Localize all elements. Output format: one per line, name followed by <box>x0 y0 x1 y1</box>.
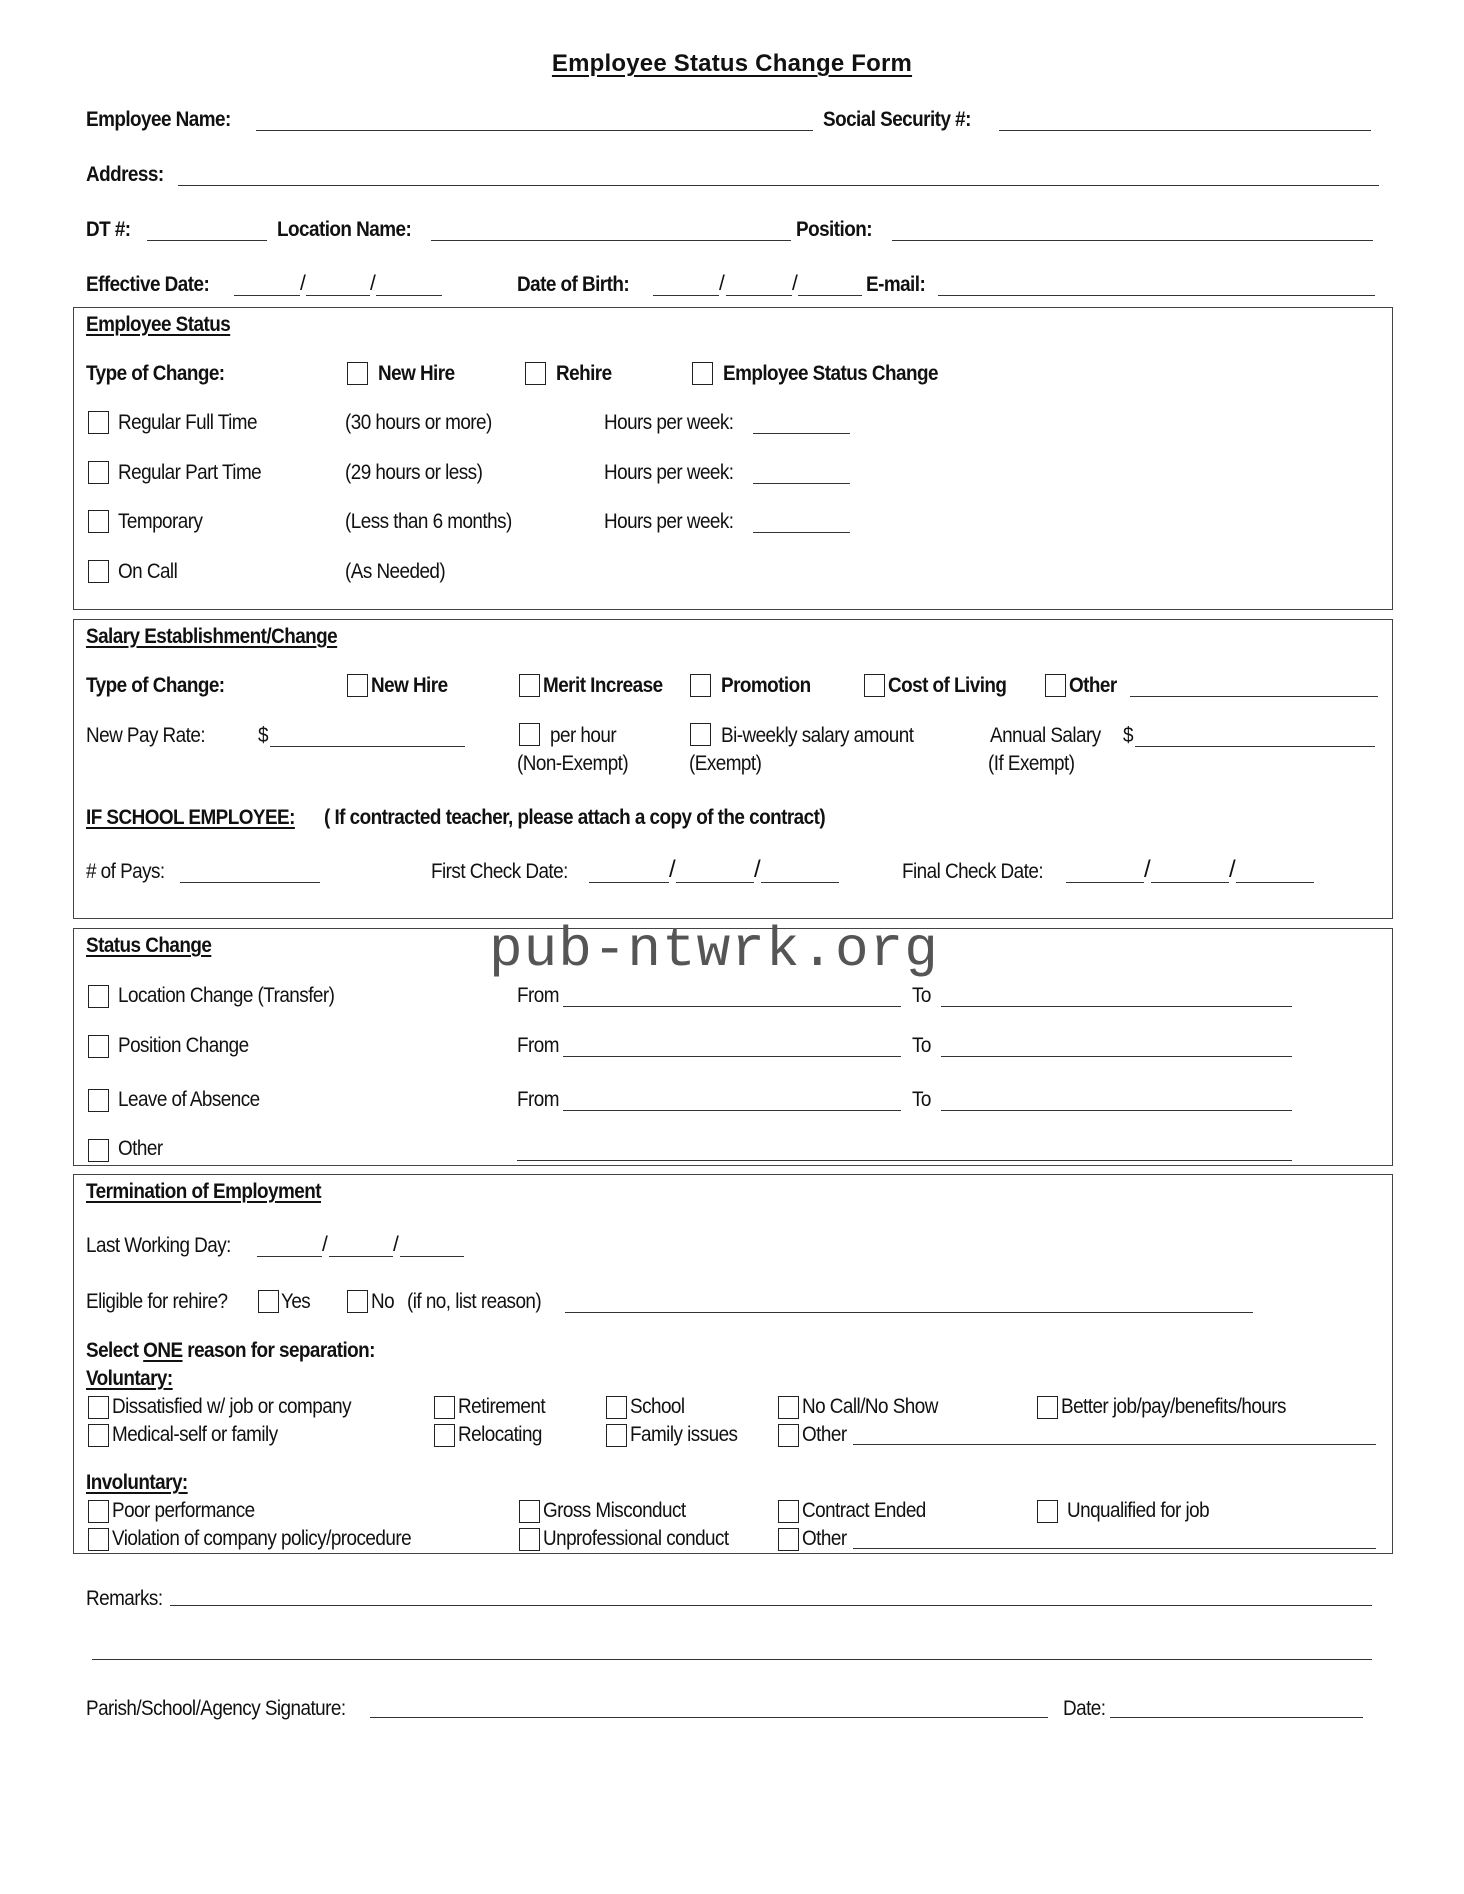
involuntary-other-field[interactable] <box>853 1548 1376 1549</box>
final-check-month[interactable] <box>1066 882 1144 883</box>
remarks-field-line-1[interactable] <box>170 1605 1372 1606</box>
date-separator: / <box>322 1233 328 1256</box>
email-field[interactable] <box>938 295 1375 296</box>
annual-salary-field[interactable] <box>1135 746 1375 747</box>
first-check-year[interactable] <box>761 882 839 883</box>
ssn-field[interactable] <box>999 130 1371 131</box>
policy-violation-checkbox[interactable] <box>88 1528 109 1551</box>
better-job-label: Better job/pay/benefits/hours <box>1061 1395 1286 1418</box>
salary-new-hire-label: New Hire <box>371 674 448 697</box>
select-prefix: Select <box>86 1339 139 1362</box>
unprofessional-conduct-label: Unprofessional conduct <box>543 1527 729 1550</box>
final-check-date-label: Final Check Date: <box>902 860 1044 883</box>
location-change-label: Location Change (Transfer) <box>118 984 335 1007</box>
date-separator: / <box>300 272 306 295</box>
part-time-hours-field[interactable] <box>753 483 850 484</box>
dollar-sign: $ <box>258 724 268 747</box>
per-hour-checkbox[interactable] <box>519 723 540 746</box>
dob-year[interactable] <box>798 295 862 296</box>
first-check-date-label: First Check Date: <box>431 860 568 883</box>
salary-new-hire-checkbox[interactable] <box>347 674 368 697</box>
family-issues-checkbox[interactable] <box>606 1424 627 1447</box>
better-job-checkbox[interactable] <box>1037 1396 1058 1419</box>
gross-misconduct-label: Gross Misconduct <box>543 1499 686 1522</box>
on-call-note: (As Needed) <box>345 560 446 583</box>
rehire-no-label: No <box>371 1290 395 1313</box>
es-type-of-change-label: Type of Change: <box>86 362 225 385</box>
voluntary-other-field[interactable] <box>853 1444 1376 1445</box>
date-separator: / <box>370 272 376 295</box>
address-label: Address: <box>86 163 164 186</box>
date-separator: / <box>393 1233 399 1256</box>
relocating-label: Relocating <box>458 1423 542 1446</box>
unqualified-checkbox[interactable] <box>1037 1500 1058 1523</box>
involuntary-other-label: Other <box>802 1527 847 1550</box>
rehire-no-checkbox[interactable] <box>347 1290 368 1313</box>
address-field[interactable] <box>178 185 1379 186</box>
position-change-checkbox[interactable] <box>88 1035 109 1058</box>
dissatisfied-checkbox[interactable] <box>88 1396 109 1419</box>
num-pays-label: # of Pays: <box>86 860 165 883</box>
signature-field[interactable] <box>370 1717 1048 1718</box>
no-call-no-show-checkbox[interactable] <box>778 1396 799 1419</box>
per-hour-label: per hour <box>550 724 617 747</box>
watermark-text: pub-ntwrk.org <box>489 918 939 982</box>
effective-date-month[interactable] <box>234 295 300 296</box>
school-checkbox[interactable] <box>606 1396 627 1419</box>
unqualified-label: Unqualified for job <box>1067 1499 1210 1522</box>
position-label: Position: <box>796 218 872 241</box>
position-change-label: Position Change <box>118 1034 249 1057</box>
last-working-day-month[interactable] <box>257 1256 322 1257</box>
location-change-checkbox[interactable] <box>88 985 109 1008</box>
status-other-checkbox[interactable] <box>88 1139 109 1162</box>
employee-status-section <box>73 307 1393 610</box>
first-check-day[interactable] <box>676 882 754 883</box>
to-label: To <box>912 1088 931 1111</box>
cost-of-living-checkbox[interactable] <box>864 674 885 697</box>
regular-part-time-note: (29 hours or less) <box>345 461 483 484</box>
ssn-label: Social Security #: <box>823 108 971 131</box>
salary-type-of-change-label: Type of Change: <box>86 674 225 697</box>
employee-status-heading: Employee Status <box>86 313 231 336</box>
hours-label: Hours per week: <box>604 411 734 434</box>
merit-increase-label: Merit Increase <box>543 674 663 697</box>
rehire-no-note: (if no, list reason) <box>407 1290 542 1313</box>
employee-name-label: Employee Name: <box>86 108 231 131</box>
new-pay-rate-label: New Pay Rate: <box>86 724 206 747</box>
date-separator: / <box>719 272 725 295</box>
regular-part-time-label: Regular Part Time <box>118 461 262 484</box>
salary-other-label: Other <box>1069 674 1117 697</box>
employee-name-field[interactable] <box>256 130 813 131</box>
rehire-yes-checkbox[interactable] <box>258 1290 279 1313</box>
regular-full-time-label: Regular Full Time <box>118 411 257 434</box>
status-change-heading: Status Change <box>86 934 212 957</box>
from-label: From <box>517 1088 559 1111</box>
select-one-emphasis: ONE <box>143 1339 183 1362</box>
effective-date-year[interactable] <box>376 295 442 296</box>
medical-checkbox[interactable] <box>88 1424 109 1447</box>
location-name-field[interactable] <box>431 240 791 241</box>
salary-other-checkbox[interactable] <box>1045 674 1066 697</box>
date-separator: / <box>669 856 676 883</box>
salary-other-field[interactable] <box>1130 696 1378 697</box>
temporary-note: (Less than 6 months) <box>345 510 512 533</box>
termination-section <box>73 1174 1393 1554</box>
voluntary-other-label: Other <box>802 1423 847 1446</box>
temporary-hours-field[interactable] <box>753 532 850 533</box>
termination-heading: Termination of Employment <box>86 1180 322 1203</box>
no-call-no-show-label: No Call/No Show <box>802 1395 938 1418</box>
last-working-day-year[interactable] <box>400 1256 464 1257</box>
regular-part-time-checkbox[interactable] <box>88 461 109 484</box>
school-employee-note: ( If contracted teacher, please attach a copy of the contract) <box>324 806 826 829</box>
rehire-yes-label: Yes <box>281 1290 311 1313</box>
contract-ended-label: Contract Ended <box>802 1499 926 1522</box>
dt-label: DT #: <box>86 218 131 241</box>
last-working-day-label: Last Working Day: <box>86 1234 231 1257</box>
cost-of-living-label: Cost of Living <box>888 674 1007 697</box>
date-separator: / <box>1144 856 1151 883</box>
es-status-change-checkbox[interactable] <box>692 362 713 385</box>
es-rehire-checkbox[interactable] <box>525 362 546 385</box>
date-separator: / <box>754 856 761 883</box>
family-issues-label: Family issues <box>630 1423 738 1446</box>
select-reason-label <box>86 1339 375 1363</box>
contract-ended-checkbox[interactable] <box>778 1500 799 1523</box>
leave-to-field[interactable] <box>941 1110 1292 1111</box>
effective-date-day[interactable] <box>306 295 370 296</box>
full-time-hours-field[interactable] <box>753 433 850 434</box>
location-name-label: Location Name: <box>277 218 412 241</box>
annual-salary-label: Annual Salary <box>990 724 1101 747</box>
biweekly-label: Bi-weekly salary amount <box>721 724 914 747</box>
es-new-hire-label: New Hire <box>378 362 455 385</box>
leave-of-absence-checkbox[interactable] <box>88 1089 109 1112</box>
regular-full-time-note: (30 hours or more) <box>345 411 492 434</box>
location-to-field[interactable] <box>941 1006 1292 1007</box>
involuntary-other-checkbox[interactable] <box>778 1528 799 1551</box>
num-pays-field[interactable] <box>180 882 320 883</box>
biweekly-note: (Exempt) <box>689 752 762 775</box>
voluntary-other-checkbox[interactable] <box>778 1424 799 1447</box>
from-label: From <box>517 1034 559 1057</box>
select-suffix: reason for separation: <box>187 1339 375 1362</box>
form-title: Employee Status Change Form <box>551 50 913 77</box>
regular-full-time-checkbox[interactable] <box>88 411 109 434</box>
position-field[interactable] <box>892 240 1373 241</box>
annual-dollar-sign: $ <box>1123 724 1133 747</box>
es-status-change-label: Employee Status Change <box>723 362 938 385</box>
temporary-label: Temporary <box>118 510 203 533</box>
poor-performance-checkbox[interactable] <box>88 1500 109 1523</box>
new-pay-rate-field[interactable] <box>270 746 465 747</box>
es-rehire-label: Rehire <box>556 362 612 385</box>
from-label: From <box>517 984 559 1007</box>
per-hour-note: (Non-Exempt) <box>517 752 629 775</box>
effective-date-label: Effective Date: <box>86 273 210 296</box>
promotion-label: Promotion <box>721 674 811 697</box>
rehire-reason-field[interactable] <box>565 1312 1253 1313</box>
last-working-day-day[interactable] <box>329 1256 393 1257</box>
merit-increase-checkbox[interactable] <box>519 674 540 697</box>
retirement-label: Retirement <box>458 1395 546 1418</box>
on-call-label: On Call <box>118 560 178 583</box>
medical-label: Medical-self or family <box>112 1423 278 1446</box>
salary-heading: Salary Establishment/Change <box>86 625 338 648</box>
date-separator: / <box>1229 856 1236 883</box>
dob-day[interactable] <box>726 295 792 296</box>
promotion-checkbox[interactable] <box>690 674 711 697</box>
dob-month[interactable] <box>653 295 719 296</box>
leave-from-field[interactable] <box>563 1110 901 1111</box>
biweekly-checkbox[interactable] <box>690 723 711 746</box>
hours-label: Hours per week: <box>604 461 734 484</box>
remarks-label: Remarks: <box>86 1587 163 1610</box>
position-to-field[interactable] <box>941 1056 1292 1057</box>
signature-date-label: Date: <box>1063 1697 1106 1720</box>
hours-label: Hours per week: <box>604 510 734 533</box>
email-label: E-mail: <box>866 273 926 296</box>
status-other-label: Other <box>118 1137 163 1160</box>
poor-performance-label: Poor performance <box>112 1499 255 1522</box>
first-check-month[interactable] <box>589 882 669 883</box>
annual-salary-note: (If Exempt) <box>988 752 1075 775</box>
retirement-checkbox[interactable] <box>434 1396 455 1419</box>
school-label: School <box>630 1395 685 1418</box>
involuntary-heading: Involuntary: <box>86 1471 188 1494</box>
final-check-day[interactable] <box>1151 882 1229 883</box>
signature-date-field[interactable] <box>1110 1717 1363 1718</box>
final-check-year[interactable] <box>1236 882 1314 883</box>
to-label: To <box>912 1034 931 1057</box>
position-from-field[interactable] <box>563 1056 901 1057</box>
policy-violation-label: Violation of company policy/procedure <box>112 1527 412 1550</box>
school-employee-label: IF SCHOOL EMPLOYEE: <box>86 806 295 829</box>
dissatisfied-label: Dissatisfied w/ job or company <box>112 1395 352 1418</box>
gross-misconduct-checkbox[interactable] <box>519 1500 540 1523</box>
dt-field[interactable] <box>147 240 267 241</box>
relocating-checkbox[interactable] <box>434 1424 455 1447</box>
location-from-field[interactable] <box>563 1006 901 1007</box>
leave-of-absence-label: Leave of Absence <box>118 1088 260 1111</box>
dob-label: Date of Birth: <box>517 273 630 296</box>
remarks-field-line-2[interactable] <box>92 1659 1372 1660</box>
date-separator: / <box>792 272 798 295</box>
unprofessional-conduct-checkbox[interactable] <box>519 1528 540 1551</box>
status-other-field[interactable] <box>517 1160 1292 1161</box>
es-new-hire-checkbox[interactable] <box>347 362 368 385</box>
eligible-rehire-label: Eligible for rehire? <box>86 1290 228 1313</box>
signature-label: Parish/School/Agency Signature: <box>86 1697 346 1720</box>
on-call-checkbox[interactable] <box>88 560 109 583</box>
temporary-checkbox[interactable] <box>88 510 109 533</box>
to-label: To <box>912 984 931 1007</box>
voluntary-heading: Voluntary: <box>86 1367 173 1390</box>
